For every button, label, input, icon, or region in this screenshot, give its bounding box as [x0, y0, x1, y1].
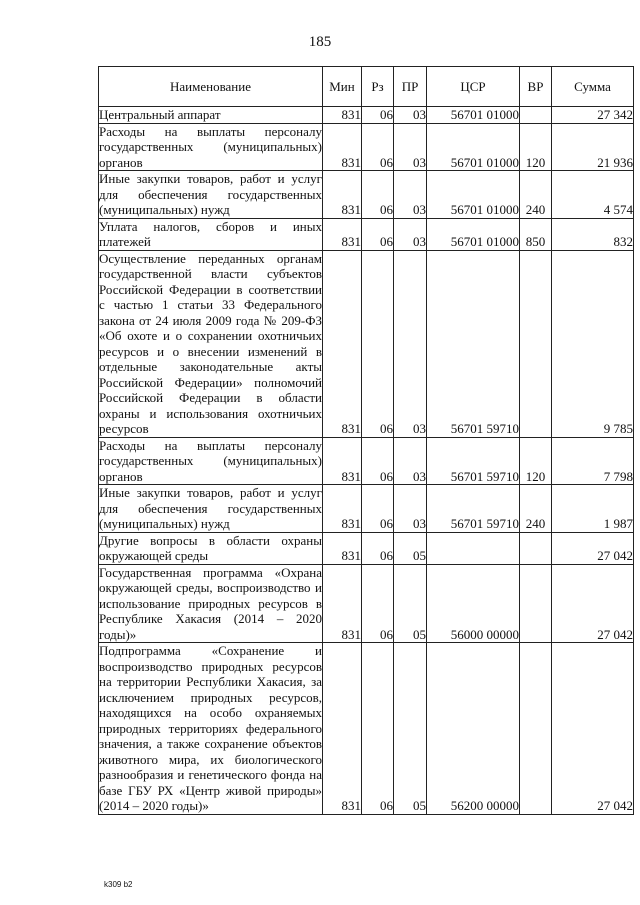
row-pr: 03	[394, 250, 427, 437]
row-rz: 06	[362, 643, 394, 815]
row-sum: 27 342	[552, 107, 634, 124]
table-row	[99, 643, 634, 815]
row-pr: 05	[394, 564, 427, 643]
row-csr: 56200 00000	[427, 643, 520, 815]
row-sum: 832	[552, 218, 634, 250]
row-csr: 56701 01000	[427, 171, 520, 219]
row-csr: 56000 00000	[427, 564, 520, 643]
header-rz: Рз	[362, 67, 394, 107]
row-name: Государственная программа «Охрана окружающей среды, воспроизводство и использование природных ресурсов в Республике Хакасия (2014 – 2020 годы)»	[99, 564, 322, 642]
row-min: 831	[323, 485, 362, 533]
row-pr: 05	[394, 532, 427, 564]
table-row	[99, 107, 634, 124]
row-vr	[520, 564, 552, 643]
row-vr: 240	[520, 485, 552, 533]
table-header-row	[99, 67, 634, 107]
row-sum: 7 798	[552, 437, 634, 485]
row-min: 831	[323, 643, 362, 815]
table-row	[99, 437, 634, 485]
row-rz: 06	[362, 250, 394, 437]
row-pr: 03	[394, 107, 427, 124]
table-row	[99, 218, 634, 250]
row-rz: 06	[362, 437, 394, 485]
row-vr: 850	[520, 218, 552, 250]
row-min: 831	[323, 437, 362, 485]
header-pr: ПР	[394, 67, 427, 107]
row-min: 831	[323, 564, 362, 643]
row-pr: 03	[394, 485, 427, 533]
header-sum: Сумма	[552, 67, 634, 107]
row-vr	[520, 643, 552, 815]
row-pr: 03	[394, 218, 427, 250]
row-name: Уплата налогов, сборов и иных платежей	[99, 218, 322, 249]
row-name: Центральный аппарат	[99, 107, 323, 124]
row-vr	[520, 532, 552, 564]
row-pr: 03	[394, 171, 427, 219]
row-min: 831	[323, 532, 362, 564]
row-csr: 56701 01000	[427, 107, 520, 124]
header-vr: ВР	[520, 67, 552, 107]
row-min: 831	[323, 218, 362, 250]
table-row	[99, 564, 634, 643]
row-rz: 06	[362, 123, 394, 171]
row-pr: 03	[394, 123, 427, 171]
row-csr: 56701 01000	[427, 218, 520, 250]
row-name: Другие вопросы в области охраны окружающей среды	[99, 532, 322, 563]
header-min: Мин	[323, 67, 362, 107]
header-csr: ЦСР	[427, 67, 520, 107]
row-csr: 56701 59710	[427, 250, 520, 437]
row-name: Иные закупки товаров, работ и услуг для обеспечения государственных (муниципальных) нужд	[99, 171, 322, 217]
row-sum: 27 042	[552, 532, 634, 564]
row-name: Расходы на выплаты персоналу государственных (муниципальных) органов	[99, 437, 322, 484]
row-sum: 4 574	[552, 171, 634, 219]
table-row	[99, 250, 634, 437]
row-sum: 27 042	[552, 564, 634, 643]
row-pr: 05	[394, 643, 427, 815]
row-sum: 9 785	[552, 250, 634, 437]
row-csr: 56701 59710	[427, 485, 520, 533]
row-sum: 21 936	[552, 123, 634, 171]
page-number: 185	[308, 34, 332, 50]
row-name: Подпрограмма «Сохранение и воспроизводство природных ресурсов на территории Республики Хакасия, за исключением природных ресурсов, находящихся на особо охраняемых природных территориях федерального значения, а также сохранение объектов животного мира, их биологического разнообразия и генетического фонда на базе ГБУ РХ «Центр живой природы» (2014 – 2020 годы)»	[99, 643, 322, 813]
row-vr	[520, 250, 552, 437]
row-min: 831	[323, 107, 362, 124]
table-row	[99, 532, 634, 564]
table-row	[99, 123, 634, 171]
row-min: 831	[323, 123, 362, 171]
row-pr: 03	[394, 437, 427, 485]
row-sum: 1 987	[552, 485, 634, 533]
row-rz: 06	[362, 171, 394, 219]
row-rz: 06	[362, 218, 394, 250]
row-vr	[520, 107, 552, 124]
row-vr: 120	[520, 437, 552, 485]
header-name: Наименование	[99, 67, 323, 107]
row-rz: 06	[362, 485, 394, 533]
footer-code: k309 b2	[104, 880, 133, 889]
row-min: 831	[323, 250, 362, 437]
row-rz: 06	[362, 532, 394, 564]
row-rz: 06	[362, 564, 394, 643]
row-name: Осуществление переданных органам государственной власти субъектов Российской Федерации в соответствии с частью 1 статьи 33 Федерального закона от 24 июля 2009 года № 209-ФЗ «Об охоте и о сохранении охотничьих ресурсов и о внесении изменений в отдельные законодательные акты Российской Федерации» полномочий Российской Федерации в области охраны и использования охотничьих ресурсов	[99, 250, 322, 436]
table-row	[99, 171, 634, 219]
table-row	[99, 485, 634, 533]
row-vr: 120	[520, 123, 552, 171]
row-rz: 06	[362, 107, 394, 124]
row-csr: 56701 59710	[427, 437, 520, 485]
row-name: Иные закупки товаров, работ и услуг для обеспечения государственных (муниципальных) нужд	[99, 485, 322, 531]
row-vr: 240	[520, 171, 552, 219]
row-sum: 27 042	[552, 643, 634, 815]
budget-table	[98, 66, 634, 815]
row-csr: 56701 01000	[427, 123, 520, 171]
row-csr	[427, 532, 520, 564]
row-min: 831	[323, 171, 362, 219]
row-name: Расходы на выплаты персоналу государственных (муниципальных) органов	[99, 123, 322, 170]
